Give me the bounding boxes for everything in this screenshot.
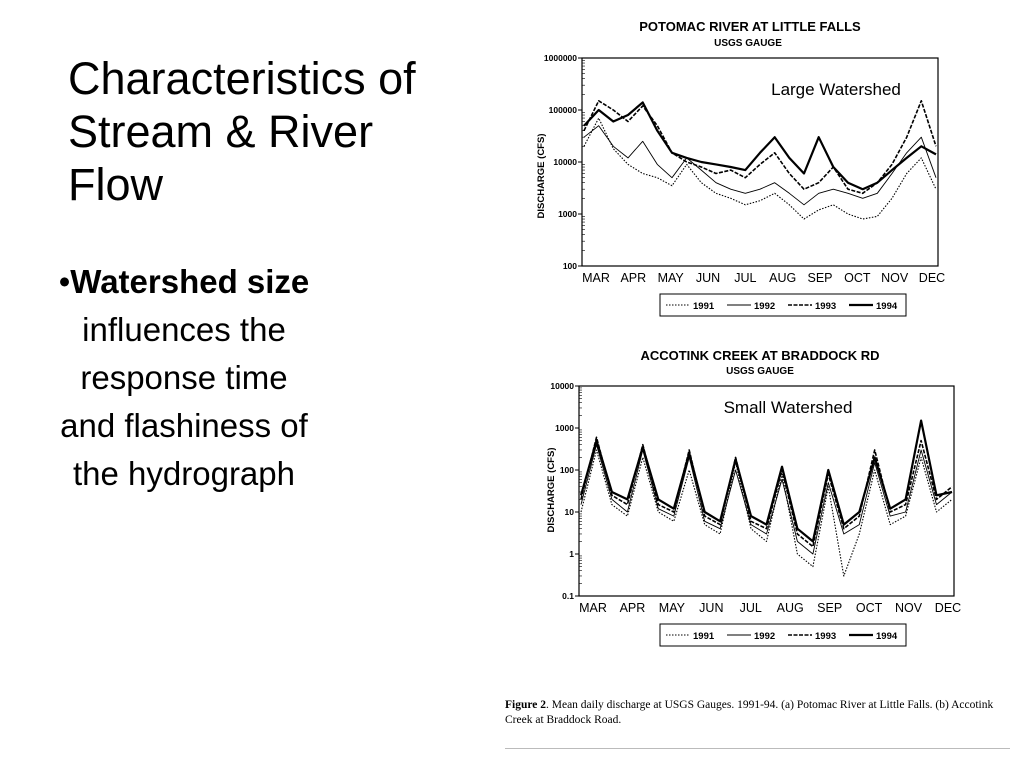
legend-label: 1993: [815, 631, 837, 642]
y-tick-label: 1000: [555, 423, 574, 433]
y-tick-label: 100: [562, 261, 577, 271]
caption-text: . Mean daily discharge at USGS Gauges. 1991-94. (a) Potomac River at Little Falls. (b) Accotink Creek at Braddock Road.: [505, 699, 994, 726]
x-tick-label: SEP: [817, 601, 843, 615]
y-tick-label: 10000: [553, 157, 577, 167]
legend: [660, 624, 906, 646]
x-tick-label: DEC: [918, 271, 946, 285]
y-axis-label: DISCHARGE (CFS): [546, 447, 557, 533]
chart-subtitle: USGS GAUGE: [714, 38, 782, 49]
x-tick-label: JUN: [699, 601, 724, 615]
slide-title: Characteristics of Stream & River Flow: [68, 53, 416, 210]
scan-divider: [505, 748, 1010, 749]
series-line-1993: [584, 101, 936, 194]
x-tick-label: DEC: [934, 601, 962, 615]
series-line-1991: [584, 118, 936, 219]
y-axis-label: DISCHARGE (CFS): [536, 133, 547, 219]
legend-label: 1992: [754, 631, 776, 642]
accotink-chart: [538, 344, 970, 656]
legend-label: 1992: [754, 301, 776, 312]
y-tick-label: 0.1: [562, 591, 574, 601]
y-tick-label: 10000: [550, 381, 574, 391]
x-tick-label: JUL: [739, 601, 762, 615]
y-tick-label: 1000000: [543, 53, 577, 63]
x-tick-label: OCT: [844, 271, 871, 285]
bullet-marker: •: [58, 263, 71, 300]
x-tick-label: SEP: [807, 271, 833, 285]
y-tick-label: 10: [564, 507, 574, 517]
x-tick-label: APR: [619, 601, 646, 615]
chart-title: ACCOTINK CREEK AT BRADDOCK RD: [640, 348, 880, 363]
legend: [660, 294, 906, 316]
chart-title: POTOMAC RIVER AT LITTLE FALLS: [639, 19, 861, 34]
x-tick-label: MAR: [579, 601, 607, 615]
bullet-body-text: influences the response time and flashiness of the hydrograph: [60, 311, 308, 492]
x-tick-label: MAY: [658, 601, 685, 615]
legend-label: 1994: [876, 301, 898, 312]
x-tick-label: AUG: [776, 601, 804, 615]
x-tick-label: MAY: [657, 271, 684, 285]
x-tick-label: OCT: [855, 601, 883, 615]
legend-label: 1994: [876, 631, 898, 642]
x-tick-label: APR: [620, 271, 647, 285]
legend-label: 1991: [693, 301, 715, 312]
series-line-1992: [581, 445, 952, 554]
x-tick-label: NOV: [881, 271, 909, 285]
plot-frame: [579, 386, 954, 596]
series-line-1993: [581, 437, 952, 546]
annotation-label: Large Watershed: [771, 80, 901, 99]
y-tick-label: 100000: [548, 105, 577, 115]
y-tick-label: 1: [569, 549, 574, 559]
legend-label: 1993: [815, 301, 837, 312]
figure-label: Figure 2: [505, 699, 546, 711]
legend-label: 1991: [693, 631, 715, 642]
annotation-label: Small Watershed: [723, 398, 853, 417]
x-tick-label: JUN: [695, 271, 721, 285]
x-tick-label: JUL: [734, 271, 757, 285]
figure-caption: [505, 698, 1015, 728]
x-tick-label: NOV: [895, 601, 923, 615]
x-tick-label: AUG: [769, 271, 797, 285]
potomac-chart: [530, 14, 970, 326]
bullet-point: [56, 258, 312, 498]
x-tick-label: MAR: [582, 271, 610, 285]
chart-subtitle: USGS GAUGE: [726, 366, 794, 377]
y-tick-label: 1000: [558, 209, 577, 219]
bullet-bold-text: Watershed size: [70, 263, 310, 300]
series-line-1994: [581, 421, 952, 542]
y-tick-label: 100: [559, 465, 574, 475]
